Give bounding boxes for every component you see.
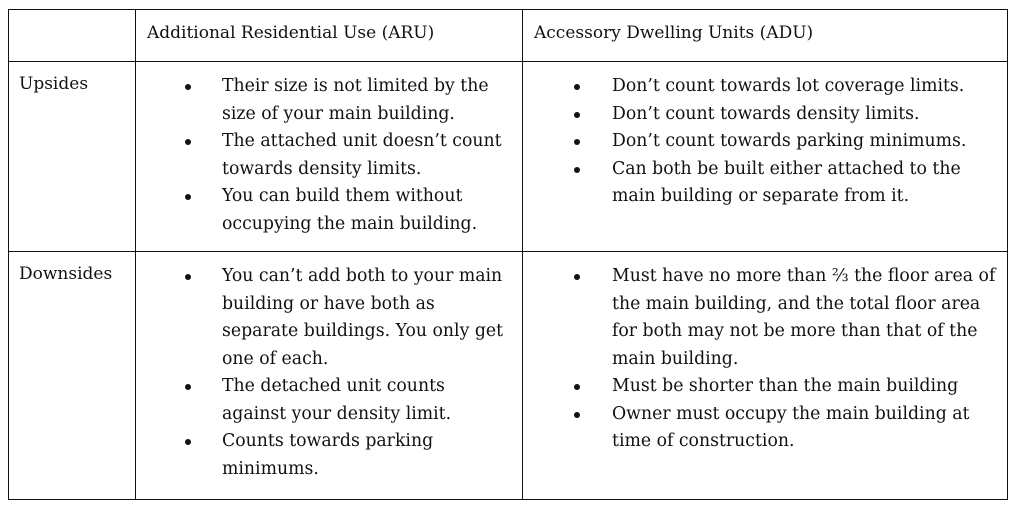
list-item (222, 263, 514, 373)
bullet-list (136, 252, 522, 483)
cell-downsides-aru (136, 252, 523, 500)
bullet-icon (185, 139, 191, 145)
bullet-icon (574, 412, 580, 418)
list-item (612, 128, 999, 156)
list-item (222, 183, 514, 238)
list-item-text: The detached unit counts against your density limit. (222, 376, 452, 424)
comparison-table (8, 9, 1008, 500)
list-item-text: Don’t count towards density limits. (612, 103, 920, 124)
list-item (222, 428, 514, 483)
list-item (612, 263, 999, 373)
bullet-icon (574, 274, 580, 280)
bullet-icon (574, 384, 580, 390)
list-item-text: Their size is not limited by the size of your main building. (222, 76, 489, 124)
cell-upsides-aru (136, 62, 523, 252)
cell-upsides-adu (523, 62, 1008, 252)
list-item (612, 373, 999, 401)
bullet-icon (185, 439, 191, 445)
row-label-downsides: Downsides (9, 252, 136, 500)
bullet-icon (574, 112, 580, 118)
list-item (612, 401, 999, 456)
bullet-list (523, 62, 1007, 211)
header-aru: Additional Residential Use (ARU) (136, 10, 523, 62)
list-item-text: Must be shorter than the main building (612, 376, 959, 396)
bullet-icon (574, 167, 580, 173)
list-item-text: Must have no more than ⅔ the floor area of the main building, and the total floor area for both may not be more than that of the main building. (612, 266, 996, 369)
list-item-text: Don’t count towards lot coverage limits. (612, 76, 965, 96)
table-row-upsides (9, 62, 1008, 252)
table-header-row (9, 10, 1008, 62)
list-item (222, 128, 514, 183)
list-item-text: Counts towards parking minimums. (222, 431, 434, 479)
list-item (222, 373, 514, 428)
corner-cell (9, 10, 136, 62)
list-item (612, 156, 999, 211)
table-row-downsides (9, 252, 1008, 500)
bullet-icon (185, 384, 191, 390)
cell-downsides-adu (523, 252, 1008, 500)
bullet-icon (185, 84, 191, 90)
bullet-list (136, 62, 522, 238)
list-item-text: Can both be built either attached to the main building or separate from it. (612, 158, 961, 206)
list-item (612, 73, 999, 101)
bullet-list (523, 252, 1007, 456)
bullet-icon (185, 274, 191, 280)
bullet-icon (574, 84, 580, 90)
list-item-text: Don’t count towards parking minimums. (612, 131, 967, 151)
list-item-text: You can build them without occupying the main building. (222, 186, 478, 234)
list-item-text: You can’t add both to your main building or have both as separate buildings. You only get one of each. (222, 266, 504, 369)
header-adu: Accessory Dwelling Units (ADU) (523, 10, 1008, 62)
bullet-icon (185, 194, 191, 200)
list-item (222, 73, 514, 128)
list-item (612, 101, 999, 129)
bullet-icon (574, 139, 580, 145)
list-item-text: The attached unit doesn’t count towards density limits. (222, 131, 502, 179)
row-label-upsides: Upsides (9, 62, 136, 252)
list-item-text: Owner must occupy the main building at time of construction. (612, 403, 970, 451)
